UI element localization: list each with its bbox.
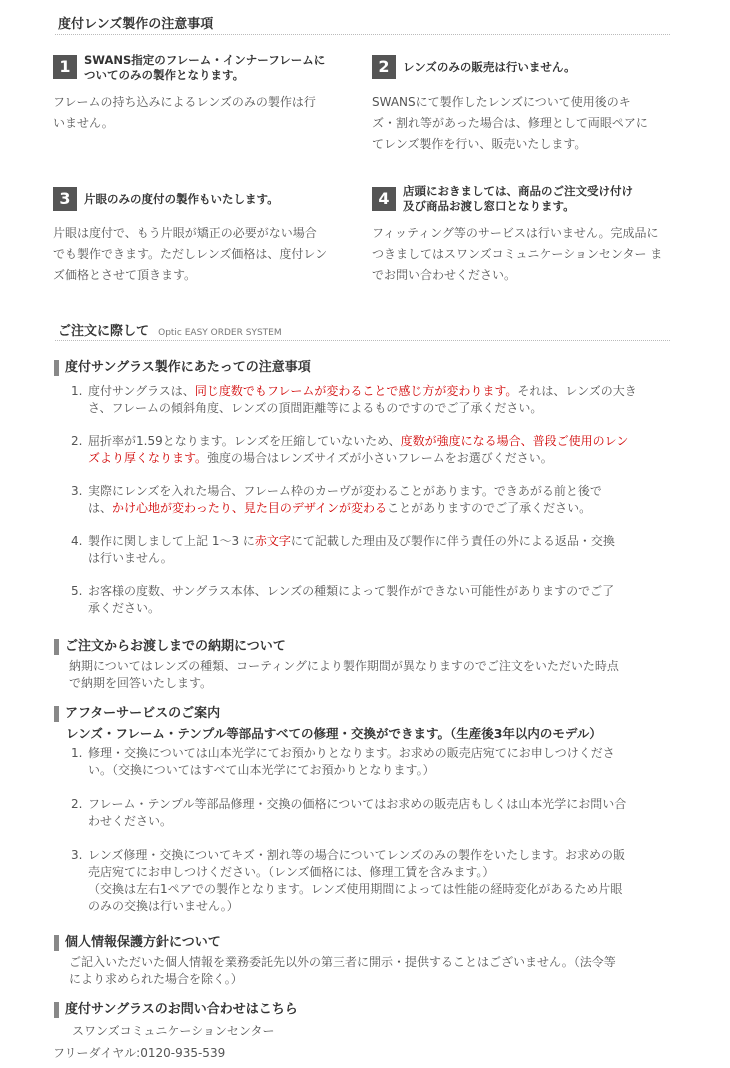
notice-number-4: 4: [372, 187, 396, 211]
notice-1-body: フレームの持ち込みによるレンズのみの製作は行 いません。: [53, 95, 316, 130]
delivery-text: 納期についてはレンズの種類、コーティングにより製作期間が異なりますのでご注文をいただいた時点 で納期を回答いたします。: [69, 659, 619, 690]
notice-2-body: SWANSにて製作したレンズについて使用後のキ ズ・割れ等があった場合は、修理として両眼ペアに てレンズ製作を行い、販売いたします。: [372, 95, 648, 151]
notice-3-heading: 片眼のみの度付の製作もいたします。: [84, 192, 279, 206]
page-title: 度付レンズ製作の注意事項: [58, 17, 214, 32]
divider: [55, 34, 670, 35]
contact-center: スワンズコミュニケーションセンター: [72, 1024, 275, 1038]
privacy-heading: 個人情報保護方針について: [54, 935, 221, 951]
caution-heading: 度付サングラス製作にあたっての注意事項: [54, 360, 311, 376]
privacy-text: ご記入いただいた個人情報を業務委託先以外の第三者に開示・提供することはございません。（法令等 により求められた場合を除く。）: [69, 955, 616, 986]
contact-heading: 度付サングラスのお問い合わせはこちら: [54, 1002, 298, 1018]
after-service-subtitle: レンズ・フレーム・テンプル等部品すべての修理・交換ができます。（生産後3年以内のモデル）: [66, 726, 602, 741]
delivery-heading: ご注文からお渡しまでの納期について: [54, 639, 286, 655]
order-heading: ご注文に際して Optic EASY ORDER SYSTEM: [58, 324, 282, 339]
notice-1-heading: SWANS指定のフレーム・インナーフレームに ついてのみの製作となります。: [84, 53, 326, 82]
notice-3-body: 片眼は度付で、もう片眼が矯正の必要がない場合 でも製作できます。ただしレンズ価格は、度付レン ズ価格とさせて頂きます。: [53, 226, 328, 282]
notice-4-heading: 店頭におきましては、商品のご注文受け付け 及び商品お渡し窓口となります。: [403, 184, 633, 213]
notice-number-2: 2: [372, 55, 396, 79]
divider: [55, 340, 670, 341]
contact-phone: フリーダイヤル:0120-935-539: [53, 1046, 226, 1060]
after-service-heading: アフターサービスのご案内: [54, 706, 220, 722]
notice-number-3: 3: [53, 187, 77, 211]
notice-number-1: 1: [53, 55, 77, 79]
notice-2-heading: レンズのみの販売は行いません。: [403, 60, 576, 74]
notice-4-body: フィッティング等のサービスは行いません。完成品に つきましてはスワンズコミュニケーションセンター ま でお問い合わせください。: [372, 226, 663, 282]
